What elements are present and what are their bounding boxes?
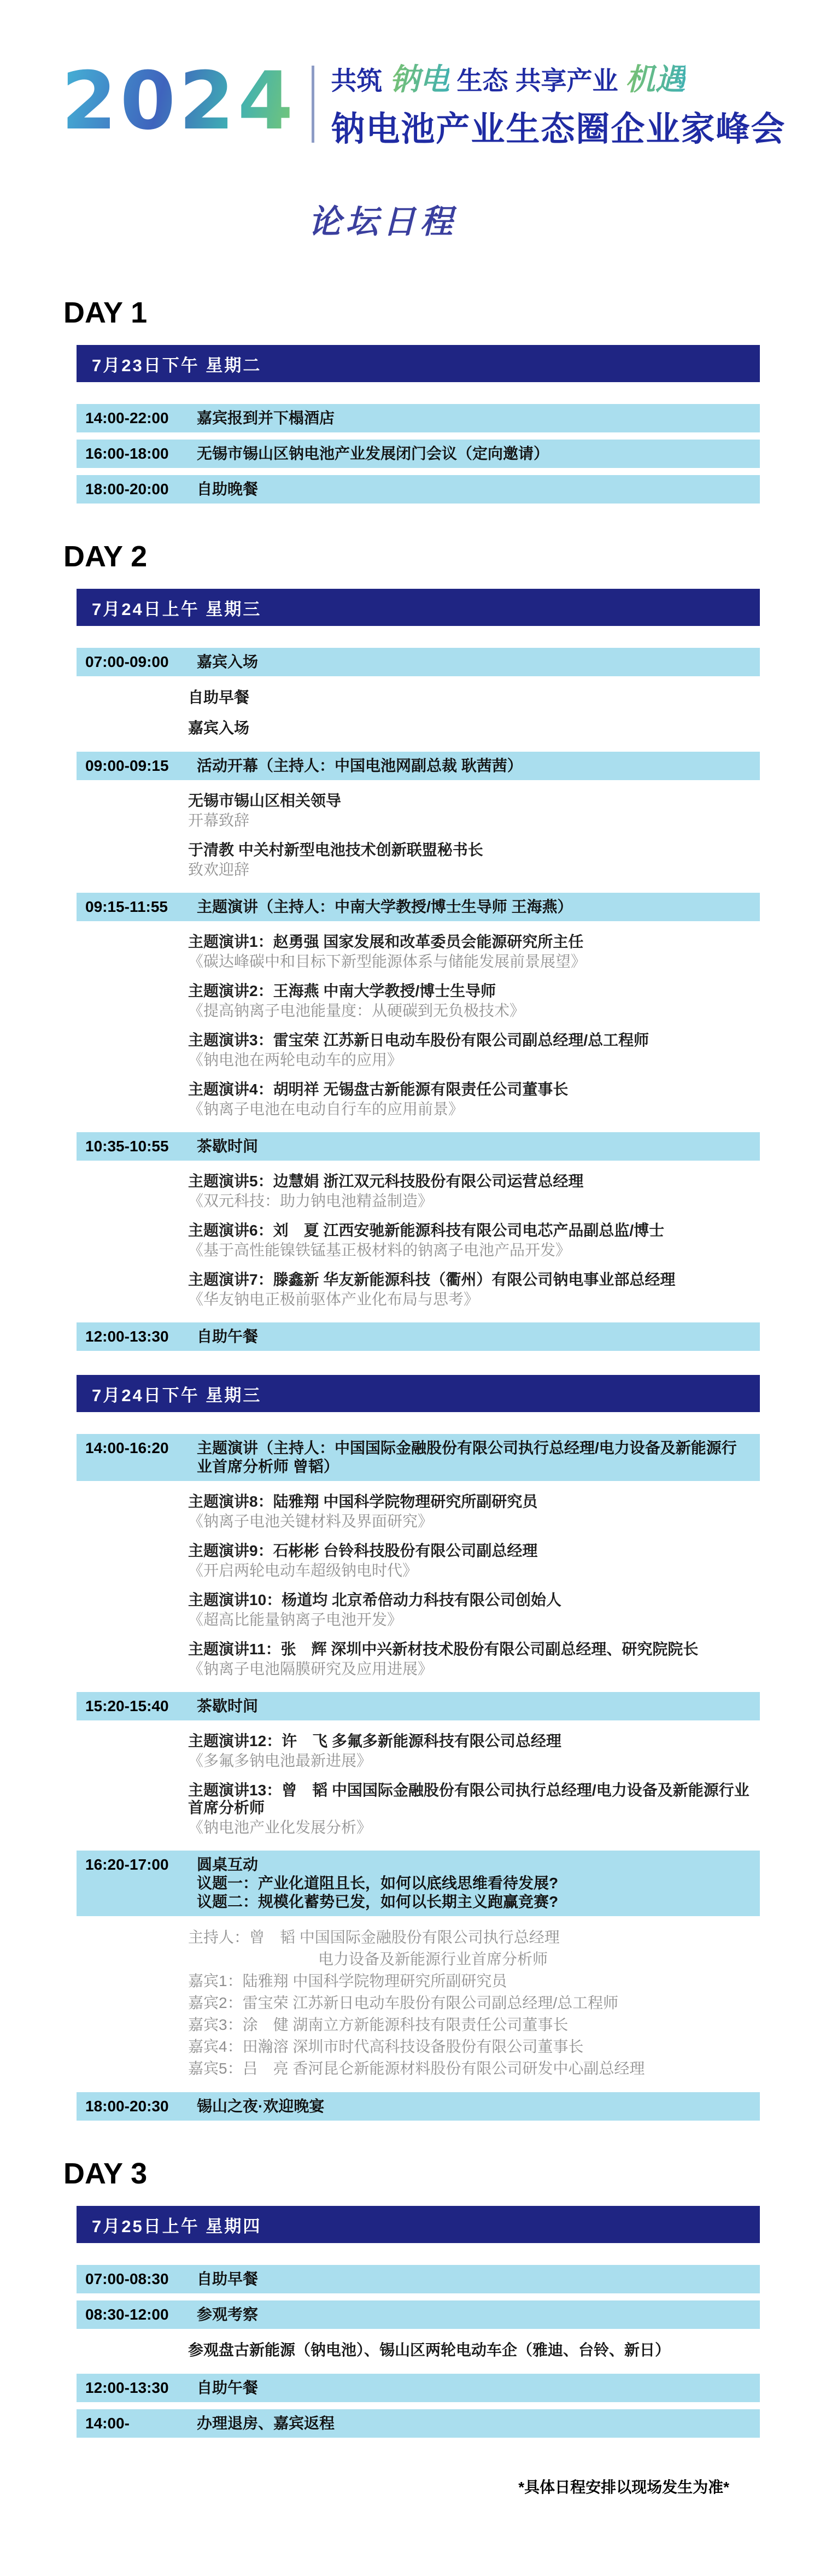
- agenda-activity: 圆桌互动: [197, 1856, 259, 1873]
- page-title: 论坛日程: [308, 203, 457, 240]
- day-heading: DAY 1: [63, 296, 148, 329]
- agenda-time: 14:00-16:20: [85, 1439, 169, 1456]
- speech-item: [188, 1782, 760, 1836]
- agenda-time: 10:35-10:55: [85, 1138, 169, 1155]
- agenda-body: [63, 296, 760, 2438]
- agenda-note-line: 自助早餐: [188, 689, 250, 706]
- speech-title: 主题演讲12：许 飞 多氟多新能源科技有限公司总经理: [188, 1732, 561, 1749]
- agenda-row: [77, 2092, 760, 2121]
- speech-item: [188, 1542, 760, 1579]
- day-heading: DAY 3: [63, 2157, 148, 2190]
- speech-title: 主题演讲5：边慧娟 浙江双元科技股份有限公司运营总经理: [188, 1173, 584, 1190]
- agenda-row: [77, 475, 760, 504]
- agenda-activity-group: [197, 1137, 747, 1156]
- speech-topic: 《开启两轮电动车超级钠电时代》: [188, 1562, 418, 1579]
- agenda-activity: 自助早餐: [197, 2270, 259, 2287]
- speech-title: 主题演讲13：曾 韬 中国国际金融股份有限公司执行总经理/电力设备及新能源行业首席分析师: [188, 1782, 749, 1816]
- agenda-activity: 嘉宾入场: [197, 653, 259, 670]
- agenda-activity: 茶歇时间: [197, 1697, 259, 1714]
- agenda-activity: 自助午餐: [197, 2379, 259, 2396]
- agenda-row: [77, 2409, 760, 2438]
- slogan-script-jiyu: 机遇: [625, 62, 686, 96]
- speech-title: 主题演讲8：陆雅翔 中国科学院物理研究所副研究员: [188, 1493, 538, 1510]
- speech-title: 主题演讲3：雷宝荣 江苏新日电动车股份有限公司副总经理/总工程师: [188, 1032, 649, 1049]
- agenda-activity-group: [197, 2097, 747, 2116]
- speech-item: [188, 792, 760, 829]
- event-logo: [61, 55, 786, 150]
- agenda-activity: 主题演讲（主持人：中国国际金融股份有限公司执行总经理/电力设备及新能源行业首席分析师 曾韬）: [197, 1439, 737, 1475]
- speech-item: [188, 1732, 760, 1770]
- agenda-time: 07:00-09:00: [85, 653, 169, 670]
- speech-title: 主题演讲2：王海燕 中南大学教授/博士生导师: [188, 982, 496, 999]
- agenda-activity-group: [197, 409, 747, 428]
- speech-topic: 《钠电池产业化发展分析》: [188, 1819, 372, 1836]
- speech-item: [188, 933, 760, 970]
- agenda-activity: 参观考察: [197, 2306, 259, 2323]
- speech-topic: 《多氟多钠电池最新进展》: [188, 1752, 372, 1769]
- speech-topic: 《钠离子电池关键材料及界面研究》: [188, 1513, 434, 1530]
- speech-title: 主题演讲11：张 辉 深圳中兴新材技术股份有限公司副总经理、研究院院长: [188, 1641, 699, 1658]
- agenda-activity: 自助晚餐: [197, 481, 259, 497]
- slogan-part: 共筑: [331, 66, 390, 95]
- agenda-note-line: 嘉宾3：涂 健 湖南立方新能源科技有限责任公司董事长: [188, 2016, 569, 2033]
- agenda-activity: 茶歇时间: [197, 1138, 259, 1155]
- speech-topic: 《提高钠离子电池能量度：从硬碳到无负极技术》: [188, 1002, 525, 1019]
- speech-item: [188, 1591, 760, 1629]
- speech-topic: 《钠离子电池隔膜研究及应用进展》: [188, 1660, 434, 1677]
- agenda-row: [77, 893, 760, 921]
- session-banner: 7月25日上午 星期四: [77, 2206, 760, 2243]
- agenda-activity-group: [197, 1855, 747, 1911]
- speech-topic: 《双元科技：助力钠电池精益制造》: [188, 1192, 434, 1209]
- agenda-row: [77, 2374, 760, 2402]
- speech-title: 主题演讲7：滕鑫新 华友新能源科技（衢州）有限公司钠电事业部总经理: [188, 1271, 676, 1288]
- agenda-note-line: 主持人：曾 韬 中国国际金融股份有限公司执行总经理: [188, 1929, 560, 1946]
- agenda-row: [77, 2300, 760, 2329]
- event-title: 钠电池产业生态圈企业家峰会: [331, 110, 786, 148]
- agenda-time: 14:00-22:00: [85, 409, 169, 426]
- speech-title: 主题演讲4：胡明祥 无锡盘古新能源有限责任公司董事长: [188, 1081, 569, 1098]
- agenda-time: 09:15-11:55: [85, 898, 168, 915]
- agenda-activity: 议题一：产业化道阻且长，如何以底线思维看待发展?: [197, 1875, 559, 1892]
- speech-topic: 《碳达峰碳中和目标下新型能源体系与储能发展前景展望》: [188, 953, 587, 970]
- agenda-time: 12:00-13:30: [85, 1328, 169, 1345]
- speech-item: [188, 1173, 760, 1210]
- speech-topic: 《钠离子电池在电动自行车的应用前景》: [188, 1100, 464, 1117]
- agenda-row: [77, 1851, 760, 1916]
- agenda-row: [77, 1322, 760, 1351]
- agenda-activity: 嘉宾报到并下榻酒店: [197, 409, 335, 426]
- agenda-activity-group: [197, 1439, 747, 1476]
- speech-title: 主题演讲6：刘 夏 江西安驰新能源科技有限公司电芯产品副总监/博士: [188, 1222, 665, 1239]
- slogan-script-nadian: 钠电: [389, 62, 450, 96]
- speech-title: 主题演讲10：杨道均 北京希倍动力科技有限公司创始人: [188, 1591, 561, 1608]
- speech-topic: 《钠电池在两轮电动车的应用》: [188, 1051, 403, 1068]
- logo-text: [331, 60, 786, 150]
- agenda-activity: 主题演讲（主持人：中南大学教授/博士生导师 王海燕）: [197, 898, 573, 915]
- agenda-row: [77, 404, 760, 432]
- agenda-note-line: 嘉宾5：吕 亮 香河昆仑新能源材料股份有限公司研发中心副总经理: [188, 2060, 645, 2077]
- day-heading: DAY 2: [63, 540, 148, 573]
- agenda-note-line: 参观盘古新能源（钠电池）、锡山区两轮电动车企（雅迪、台铃、新日）: [188, 2341, 671, 2358]
- speech-title: 无锡市锡山区相关领导: [188, 792, 342, 809]
- agenda-activity-group: [197, 480, 747, 499]
- agenda-row: [77, 648, 760, 676]
- agenda-time: 07:00-08:30: [85, 2270, 169, 2287]
- event-slogan: [331, 61, 786, 97]
- agenda-row: [77, 2265, 760, 2293]
- speech-item: [188, 1032, 760, 1069]
- day-section: [63, 540, 760, 2121]
- speech-item: [188, 1081, 760, 1118]
- agenda-note-line: 电力设备及新能源行业首席分析师: [318, 1951, 548, 1968]
- agenda-activity: 锡山之夜·欢迎晚宴: [197, 2098, 325, 2115]
- slogan-part: 生态 共享产业: [449, 66, 625, 95]
- agenda-note: [188, 2341, 760, 2360]
- speech-topic: 致欢迎辞: [188, 861, 250, 878]
- agenda-row: [77, 1434, 760, 1481]
- agenda-row: [77, 1132, 760, 1161]
- speech-item: [188, 982, 760, 1020]
- speech-item: [188, 841, 760, 879]
- session-banner: 7月24日下午 星期三: [77, 1375, 760, 1412]
- agenda-time: 09:00-09:15: [85, 757, 169, 774]
- agenda-activity: 活动开幕（主持人：中国电池网副总裁 耿茜茜）: [197, 757, 523, 774]
- agenda-activity: 办理退房、嘉宾返程: [197, 2415, 335, 2432]
- agenda-time: 18:00-20:30: [85, 2098, 169, 2115]
- footnote: *具体日程安排以现场发生为准*: [518, 2479, 729, 2496]
- agenda-note-line: 嘉宾2：雷宝荣 江苏新日电动车股份有限公司副总经理/总工程师: [188, 1994, 619, 2011]
- agenda-row: [77, 1692, 760, 1720]
- agenda-activity-group: [197, 1697, 747, 1716]
- session-banner: 7月23日下午 星期二: [77, 345, 760, 382]
- speech-title: 于清教 中关村新型电池技术创新联盟秘书长: [188, 841, 483, 858]
- agenda-activity: 自助午餐: [197, 1328, 259, 1345]
- agenda-row: [77, 752, 760, 780]
- agenda-time: 12:00-13:30: [85, 2379, 169, 2396]
- agenda-activity-group: [197, 2270, 747, 2288]
- agenda-activity-group: [197, 653, 747, 671]
- agenda-activity-group: [197, 898, 747, 916]
- agenda-activity-group: [197, 2305, 747, 2324]
- speech-item: [188, 1493, 760, 1530]
- speech-topic: 开幕致辞: [188, 812, 250, 829]
- agenda-note-line: 嘉宾入场: [188, 719, 250, 736]
- speech-topic: 《基于高性能镍铁锰基正极材料的钠离子电池产品开发》: [188, 1242, 571, 1258]
- agenda-note-line: 嘉宾1：陆雅翔 中国科学院物理研究所副研究员: [188, 1972, 507, 1989]
- agenda-activity: 议题二：规模化蓄势已发，如何以长期主义跑赢竞赛?: [197, 1893, 559, 1910]
- speech-title: 主题演讲1：赵勇强 国家发展和改革委员会能源研究所主任: [188, 933, 584, 950]
- agenda-time: 16:20-17:00: [85, 1856, 169, 1873]
- logo-divider: [312, 66, 314, 143]
- agenda-activity: 无锡市锡山区钠电池产业发展闭门会议（定向邀请）: [197, 445, 549, 462]
- agenda-note-line: 嘉宾4：田瀚溶 深圳市时代高科技设备股份有限公司董事长: [188, 2038, 584, 2055]
- agenda-activity-group: [197, 757, 747, 775]
- agenda-time: 15:20-15:40: [85, 1697, 169, 1714]
- agenda-activity-group: [197, 2379, 747, 2397]
- speech-title: 主题演讲9：石彬彬 台铃科技股份有限公司副总经理: [188, 1542, 538, 1559]
- agenda-time: 16:00-18:00: [85, 445, 169, 462]
- speech-item: [188, 1222, 760, 1259]
- agenda-time: 18:00-20:00: [85, 481, 169, 497]
- speech-item: [188, 1271, 760, 1308]
- speech-topic: 《超高比能量钠离子电池开发》: [188, 1611, 403, 1628]
- speech-item: [188, 1641, 760, 1678]
- day-section: [63, 2157, 760, 2438]
- day-section: [63, 296, 760, 504]
- speech-topic: 《华友钠电正极前驱体产业化布局与思考》: [188, 1291, 479, 1308]
- agenda-activity-group: [197, 1327, 747, 1346]
- session-banner: 7月24日上午 星期三: [77, 589, 760, 626]
- agenda-time: 14:00-: [85, 2415, 130, 2432]
- logo-year-2024: 2024: [61, 60, 296, 150]
- agenda-activity-group: [197, 444, 747, 463]
- agenda-row: [77, 440, 760, 468]
- agenda-note: [188, 1928, 760, 2078]
- agenda-note: [188, 719, 760, 737]
- agenda-note: [188, 688, 760, 707]
- agenda-time: 08:30-12:00: [85, 2306, 169, 2323]
- agenda-activity-group: [197, 2414, 747, 2433]
